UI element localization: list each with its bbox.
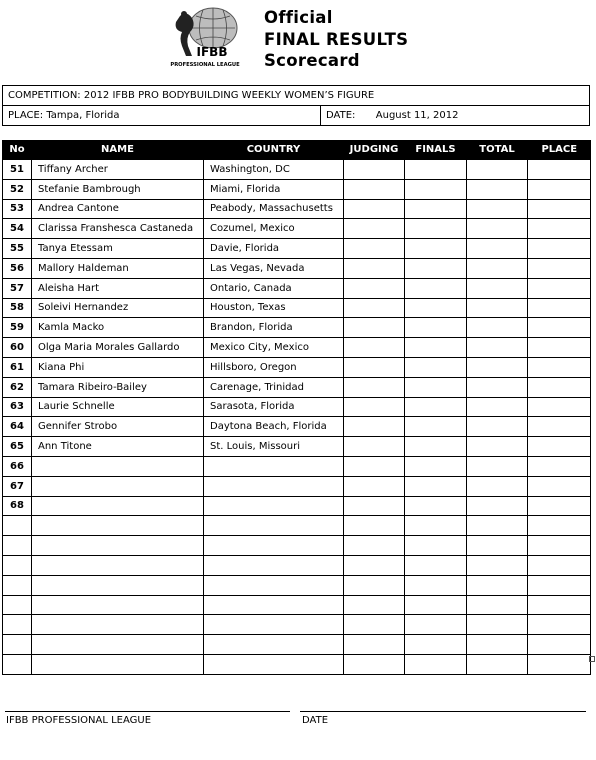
- competitor-number: [3, 536, 32, 556]
- table-row: [3, 595, 591, 615]
- total-cell[interactable]: [467, 318, 528, 338]
- title-line-official: Official: [264, 8, 333, 27]
- finals-cell[interactable]: [405, 456, 467, 476]
- table-row: [3, 258, 591, 278]
- competitor-name: Stefanie Bambrough: [32, 179, 204, 199]
- total-cell[interactable]: [467, 595, 528, 615]
- finals-cell[interactable]: [405, 635, 467, 655]
- competitor-country: [204, 516, 344, 536]
- finals-cell[interactable]: [405, 595, 467, 615]
- competitor-country: [204, 476, 344, 496]
- total-cell[interactable]: [467, 437, 528, 457]
- place-cell[interactable]: [528, 258, 591, 278]
- title-line-final-results: FINAL RESULTS: [264, 29, 409, 49]
- judging-cell[interactable]: [344, 417, 405, 437]
- judging-cell[interactable]: [344, 615, 405, 635]
- col-finals: FINALS: [405, 140, 467, 160]
- place-cell[interactable]: [528, 437, 591, 457]
- competitor-country: [204, 635, 344, 655]
- competitor-country: [204, 555, 344, 575]
- table-row: [3, 239, 591, 259]
- finals-cell[interactable]: [405, 496, 467, 516]
- judging-cell[interactable]: [344, 318, 405, 338]
- judging-cell[interactable]: [344, 575, 405, 595]
- competitor-number: 53: [3, 199, 32, 219]
- total-cell[interactable]: [467, 377, 528, 397]
- competitor-country: [204, 654, 344, 674]
- finals-cell[interactable]: [405, 357, 467, 377]
- competitor-number: 52: [3, 179, 32, 199]
- finals-cell[interactable]: [405, 199, 467, 219]
- table-row: [3, 160, 591, 180]
- finals-cell[interactable]: [405, 278, 467, 298]
- date-label: DATE:: [326, 110, 356, 121]
- competitor-number: [3, 595, 32, 615]
- competitor-country: Las Vegas, Nevada: [204, 258, 344, 278]
- judging-cell[interactable]: [344, 437, 405, 457]
- competitor-name: Kamla Macko: [32, 318, 204, 338]
- competitor-name: [32, 476, 204, 496]
- total-cell[interactable]: [467, 654, 528, 674]
- judging-cell[interactable]: [344, 635, 405, 655]
- judging-cell[interactable]: [344, 160, 405, 180]
- competitor-name: Tanya Etessam: [32, 239, 204, 259]
- col-no: No: [3, 140, 32, 160]
- league-signature-label: IFBB PROFESSIONAL LEAGUE: [6, 715, 152, 726]
- total-cell[interactable]: [467, 476, 528, 496]
- total-cell[interactable]: [467, 496, 528, 516]
- place-cell[interactable]: [528, 219, 591, 239]
- competitor-number: 55: [3, 239, 32, 259]
- finals-cell[interactable]: [405, 437, 467, 457]
- table-row: [3, 615, 591, 635]
- judging-cell[interactable]: [344, 258, 405, 278]
- total-cell[interactable]: [467, 357, 528, 377]
- table-row: [3, 298, 591, 318]
- competitor-name: Kiana Phi: [32, 357, 204, 377]
- results-table: [2, 140, 591, 675]
- total-cell[interactable]: [467, 239, 528, 259]
- resize-handle[interactable]: [589, 656, 595, 662]
- judging-cell[interactable]: [344, 456, 405, 476]
- finals-cell[interactable]: [405, 397, 467, 417]
- table-row: [3, 397, 591, 417]
- place-cell[interactable]: [528, 357, 591, 377]
- competitor-number: 56: [3, 258, 32, 278]
- competitor-number: [3, 575, 32, 595]
- place-cell[interactable]: [528, 555, 591, 575]
- finals-cell[interactable]: [405, 318, 467, 338]
- competitor-country: [204, 496, 344, 516]
- finals-cell[interactable]: [405, 654, 467, 674]
- place-cell[interactable]: [528, 160, 591, 180]
- competitor-name: [32, 575, 204, 595]
- table-row: [3, 417, 591, 437]
- competition-info: [2, 85, 590, 126]
- finals-cell[interactable]: [405, 239, 467, 259]
- judging-cell[interactable]: [344, 555, 405, 575]
- place-cell[interactable]: [528, 476, 591, 496]
- competitor-number: 67: [3, 476, 32, 496]
- competitor-country: Brandon, Florida: [204, 318, 344, 338]
- competitor-country: Houston, Texas: [204, 298, 344, 318]
- table-row: [3, 318, 591, 338]
- place-cell[interactable]: [528, 239, 591, 259]
- finals-cell[interactable]: [405, 615, 467, 635]
- competitor-name: [32, 536, 204, 556]
- total-cell[interactable]: [467, 536, 528, 556]
- finals-cell[interactable]: [405, 476, 467, 496]
- total-cell[interactable]: [467, 298, 528, 318]
- table-row: [3, 199, 591, 219]
- place-cell[interactable]: [528, 496, 591, 516]
- finals-cell[interactable]: [405, 160, 467, 180]
- judging-cell[interactable]: [344, 496, 405, 516]
- competitor-name: [32, 595, 204, 615]
- competitor-country: [204, 456, 344, 476]
- date-value: August 11, 2012: [375, 110, 459, 121]
- total-cell[interactable]: [467, 456, 528, 476]
- competitor-name: Mallory Haldeman: [32, 258, 204, 278]
- table-row: [3, 338, 591, 358]
- finals-cell[interactable]: [405, 338, 467, 358]
- total-cell[interactable]: [467, 278, 528, 298]
- competitor-number: 59: [3, 318, 32, 338]
- judging-cell[interactable]: [344, 357, 405, 377]
- total-cell[interactable]: [467, 338, 528, 358]
- total-cell[interactable]: [467, 258, 528, 278]
- competitor-name: [32, 635, 204, 655]
- judging-cell[interactable]: [344, 595, 405, 615]
- competitor-country: [204, 595, 344, 615]
- judging-cell[interactable]: [344, 516, 405, 536]
- total-cell[interactable]: [467, 160, 528, 180]
- table-row: [3, 555, 591, 575]
- svg-text:PROFESSIONAL LEAGUE: PROFESSIONAL LEAGUE: [170, 62, 240, 68]
- place-cell[interactable]: [528, 318, 591, 338]
- competitor-country: [204, 575, 344, 595]
- competitor-name: Soleivi Hernandez: [32, 298, 204, 318]
- total-cell[interactable]: [467, 615, 528, 635]
- competitor-number: [3, 516, 32, 536]
- competitor-number: 61: [3, 357, 32, 377]
- competitor-name: Andrea Cantone: [32, 199, 204, 219]
- table-row: [3, 476, 591, 496]
- competitor-name: Olga Maria Morales Gallardo: [32, 338, 204, 358]
- judging-cell[interactable]: [344, 179, 405, 199]
- competitor-country: Daytona Beach, Florida: [204, 417, 344, 437]
- place-cell[interactable]: [528, 516, 591, 536]
- competitor-name: Tamara Ribeiro-Bailey: [32, 377, 204, 397]
- competitor-country: [204, 615, 344, 635]
- total-cell[interactable]: [467, 516, 528, 536]
- competitor-number: 51: [3, 160, 32, 180]
- place-field: PLACE: Tampa, Florida: [3, 106, 321, 126]
- place-cell[interactable]: [528, 179, 591, 199]
- finals-cell[interactable]: [405, 575, 467, 595]
- col-country: COUNTRY: [204, 140, 344, 160]
- table-row: [3, 456, 591, 476]
- competitor-number: 63: [3, 397, 32, 417]
- league-signature-line: [5, 711, 290, 712]
- judging-cell[interactable]: [344, 199, 405, 219]
- competitor-name: [32, 615, 204, 635]
- competitor-country: Davie, Florida: [204, 239, 344, 259]
- total-cell[interactable]: [467, 575, 528, 595]
- finals-cell[interactable]: [405, 555, 467, 575]
- title-line-scorecard: Scorecard: [264, 51, 360, 70]
- total-cell[interactable]: [467, 219, 528, 239]
- date-field: [321, 106, 590, 126]
- ifbb-logo: [166, 6, 244, 70]
- total-cell[interactable]: [467, 179, 528, 199]
- competitor-name: [32, 654, 204, 674]
- competitor-number: [3, 635, 32, 655]
- table-body: [3, 160, 591, 675]
- place-cell[interactable]: [528, 595, 591, 615]
- competitor-name: [32, 516, 204, 536]
- col-place: PLACE: [528, 140, 591, 160]
- place-cell[interactable]: [528, 377, 591, 397]
- competitor-name: Gennifer Strobo: [32, 417, 204, 437]
- competitor-name: Ann Titone: [32, 437, 204, 457]
- table-row: [3, 575, 591, 595]
- finals-cell[interactable]: [405, 536, 467, 556]
- competitor-name: Laurie Schnelle: [32, 397, 204, 417]
- competitor-country: Cozumel, Mexico: [204, 219, 344, 239]
- place-cell[interactable]: [528, 654, 591, 674]
- competitor-number: 66: [3, 456, 32, 476]
- place-cell[interactable]: [528, 397, 591, 417]
- total-cell[interactable]: [467, 635, 528, 655]
- judging-cell[interactable]: [344, 654, 405, 674]
- table-row: [3, 536, 591, 556]
- competitor-number: [3, 555, 32, 575]
- place-cell[interactable]: [528, 298, 591, 318]
- competitor-number: 57: [3, 278, 32, 298]
- table-row: [3, 496, 591, 516]
- judging-cell[interactable]: [344, 397, 405, 417]
- competitor-country: Hillsboro, Oregon: [204, 357, 344, 377]
- table-row: [3, 357, 591, 377]
- competitor-country: Peabody, Massachusetts: [204, 199, 344, 219]
- competitor-country: Ontario, Canada: [204, 278, 344, 298]
- place-cell[interactable]: [528, 456, 591, 476]
- scorecard-title: [264, 7, 408, 72]
- finals-cell[interactable]: [405, 179, 467, 199]
- total-cell[interactable]: [467, 417, 528, 437]
- judging-cell[interactable]: [344, 219, 405, 239]
- judging-cell[interactable]: [344, 476, 405, 496]
- competitor-number: 60: [3, 338, 32, 358]
- col-judging: JUDGING: [344, 140, 405, 160]
- competitor-name: Aleisha Hart: [32, 278, 204, 298]
- place-cell[interactable]: [528, 575, 591, 595]
- total-cell[interactable]: [467, 555, 528, 575]
- table-row: [3, 278, 591, 298]
- competitor-name: [32, 496, 204, 516]
- competitor-number: 54: [3, 219, 32, 239]
- competitor-country: Carenage, Trinidad: [204, 377, 344, 397]
- competitor-name: Clarissa Franshesca Castaneda: [32, 219, 204, 239]
- table-row: [3, 179, 591, 199]
- competitor-name: [32, 555, 204, 575]
- table-row: [3, 635, 591, 655]
- col-total: TOTAL: [467, 140, 528, 160]
- total-cell[interactable]: [467, 199, 528, 219]
- competitor-country: [204, 536, 344, 556]
- competitor-name: [32, 456, 204, 476]
- svg-text:IFBB: IFBB: [196, 45, 228, 59]
- judging-cell[interactable]: [344, 298, 405, 318]
- judging-cell[interactable]: [344, 239, 405, 259]
- table-row: [3, 377, 591, 397]
- table-header: [3, 140, 591, 160]
- finals-cell[interactable]: [405, 258, 467, 278]
- place-cell[interactable]: [528, 417, 591, 437]
- finals-cell[interactable]: [405, 298, 467, 318]
- judging-cell[interactable]: [344, 377, 405, 397]
- table-row: [3, 516, 591, 536]
- competitor-number: [3, 654, 32, 674]
- place-cell[interactable]: [528, 536, 591, 556]
- place-cell[interactable]: [528, 635, 591, 655]
- place-cell[interactable]: [528, 338, 591, 358]
- finals-cell[interactable]: [405, 377, 467, 397]
- finals-cell[interactable]: [405, 516, 467, 536]
- judging-cell[interactable]: [344, 278, 405, 298]
- table-row: [3, 654, 591, 674]
- total-cell[interactable]: [467, 397, 528, 417]
- place-cell[interactable]: [528, 199, 591, 219]
- competitor-country: Mexico City, Mexico: [204, 338, 344, 358]
- competitor-number: [3, 615, 32, 635]
- competitor-number: 64: [3, 417, 32, 437]
- competitor-country: Miami, Florida: [204, 179, 344, 199]
- col-name: NAME: [32, 140, 204, 160]
- judging-cell[interactable]: [344, 338, 405, 358]
- competitor-country: Sarasota, Florida: [204, 397, 344, 417]
- competitor-name: Tiffany Archer: [32, 160, 204, 180]
- place-cell[interactable]: [528, 615, 591, 635]
- competition-field: COMPETITION: 2012 IFBB PRO BODYBUILDING WEEKLY WOMEN’S FIGURE: [3, 86, 590, 106]
- competitor-number: 65: [3, 437, 32, 457]
- competitor-number: 68: [3, 496, 32, 516]
- date-signature-label: DATE: [302, 715, 329, 726]
- judging-cell[interactable]: [344, 536, 405, 556]
- finals-cell[interactable]: [405, 417, 467, 437]
- table-row: [3, 219, 591, 239]
- competitor-country: Washington, DC: [204, 160, 344, 180]
- date-signature-line: [300, 711, 586, 712]
- competitor-country: St. Louis, Missouri: [204, 437, 344, 457]
- competitor-number: 58: [3, 298, 32, 318]
- place-cell[interactable]: [528, 278, 591, 298]
- competitor-number: 62: [3, 377, 32, 397]
- table-row: [3, 437, 591, 457]
- finals-cell[interactable]: [405, 219, 467, 239]
